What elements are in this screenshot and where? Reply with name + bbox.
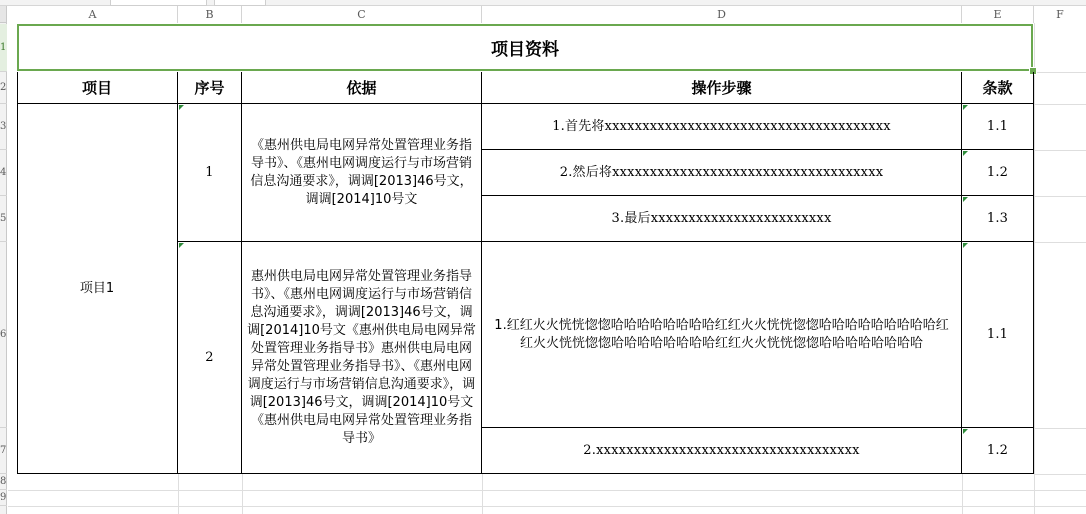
gridline	[8, 490, 1086, 491]
clause-value: 1.1	[986, 326, 1009, 342]
step-text: 1.首先将xxxxxxxxxxxxxxxxxxxxxxxxxxxxxxxxxxxxxx	[552, 118, 891, 134]
gridline	[1034, 474, 1086, 475]
column-header-c[interactable]: C	[242, 6, 482, 23]
step-cell-1-2[interactable]	[482, 150, 962, 196]
basis-cell-1[interactable]	[242, 104, 482, 242]
cell-marker-icon	[963, 151, 968, 156]
select-all-corner[interactable]	[0, 6, 7, 23]
cell-marker-icon	[179, 105, 184, 110]
header-clause[interactable]	[962, 72, 1034, 104]
header-project[interactable]	[17, 72, 178, 104]
seq-value-2: 2	[205, 349, 214, 365]
clause-cell-2-1[interactable]	[962, 242, 1034, 428]
column-header-f[interactable]: F	[1056, 8, 1064, 21]
basis-text-1: 《惠州供电局电网异常处置管理业务指导书》、《惠州电网调度运行与市场营销信息沟通要求》，调调[2013]46号文，调调[2014]10号文	[250, 137, 473, 207]
basis-text-2: 惠州供电局电网异常处置管理业务指导书》、《惠州电网调度运行与市场营销信息沟通要求》，调调[2013]46号文，调调[2014]10号文《惠州供电局电网异常处置管理业务指导书》惠州供电局电网异常处置管理业务指导书》、《惠州电网调度运行与市场营销信息沟通要求》，调调[2013]46号文，调调[2014]10号文《惠州供电局电网异常处置管理业务指导书》	[247, 268, 476, 446]
seq-value-1: 1	[205, 164, 214, 180]
gridline	[482, 474, 483, 514]
clause-value: 1.3	[986, 210, 1009, 226]
gridline	[1034, 196, 1086, 197]
header-steps[interactable]	[482, 72, 962, 104]
cell-marker-icon	[963, 429, 968, 434]
gridline	[242, 474, 243, 514]
row-header-7[interactable]: 7	[0, 428, 7, 474]
seq-cell-2[interactable]	[178, 242, 242, 474]
header-clause-label: 条款	[982, 78, 1013, 97]
gridline	[178, 474, 179, 514]
clause-value: 1.2	[986, 442, 1009, 458]
row-header-6[interactable]: 6	[0, 242, 7, 428]
step-text: 1.红红火火恍恍惚惚哈哈哈哈哈哈哈哈红红火火恍恍惚惚哈哈哈哈哈哈哈哈哈红红火火恍恍惚惚哈哈哈哈哈哈哈哈红红火火恍恍惚惚哈哈哈哈哈哈哈哈	[494, 317, 949, 351]
column-header-e[interactable]: E	[962, 6, 1034, 23]
project-cell[interactable]	[17, 104, 178, 474]
page-title: 项目资料	[491, 40, 559, 60]
row-header-2[interactable]: 2	[0, 72, 7, 104]
header-basis-label: 依据	[346, 78, 377, 97]
project-name: 项目1	[79, 280, 115, 296]
step-cell-2-2[interactable]	[482, 428, 962, 474]
clause-value: 1.1	[986, 118, 1009, 134]
table-left-border	[17, 72, 18, 474]
step-text: 2.xxxxxxxxxxxxxxxxxxxxxxxxxxxxxxxxxxx	[583, 442, 860, 458]
gridline	[962, 474, 963, 514]
column-header-d[interactable]: D	[482, 6, 962, 23]
step-text: 3.最后xxxxxxxxxxxxxxxxxxxxxxxx	[611, 210, 832, 226]
clause-value: 1.2	[986, 164, 1009, 180]
clause-cell-1-3[interactable]	[962, 196, 1034, 242]
gridline	[1034, 104, 1086, 105]
header-basis[interactable]	[242, 72, 482, 104]
clause-cell-1-1[interactable]	[962, 104, 1034, 150]
header-seq[interactable]	[178, 72, 242, 104]
gridline	[1034, 242, 1086, 243]
step-cell-1-3[interactable]	[482, 196, 962, 242]
row-header-1[interactable]: 1	[0, 24, 7, 72]
clause-cell-1-2[interactable]	[962, 150, 1034, 196]
title-cell[interactable]	[17, 24, 1033, 71]
cell-marker-icon	[963, 243, 968, 248]
cell-marker-icon	[963, 105, 968, 110]
column-header-a[interactable]: A	[8, 6, 178, 23]
header-project-label: 项目	[81, 78, 112, 97]
gridline	[1034, 428, 1086, 429]
cell-marker-icon	[963, 197, 968, 202]
gridline	[1034, 23, 1035, 514]
header-seq-label: 序号	[194, 78, 225, 97]
row-header-3[interactable]: 3	[0, 104, 7, 150]
step-text: 2.然后将xxxxxxxxxxxxxxxxxxxxxxxxxxxxxxxxxxxx	[559, 164, 884, 180]
gridline	[8, 506, 1086, 507]
column-header-b[interactable]: B	[178, 6, 242, 23]
row-header-8[interactable]: 8	[0, 474, 7, 490]
row-header-4[interactable]: 4	[0, 150, 7, 196]
step-cell-2-1[interactable]	[482, 242, 962, 428]
step-cell-1-1[interactable]	[482, 104, 962, 150]
clause-cell-2-2[interactable]	[962, 428, 1034, 474]
row-header-5[interactable]: 5	[0, 196, 7, 242]
cell-marker-icon	[179, 243, 184, 248]
gridline	[1034, 150, 1086, 151]
gridline	[1034, 72, 1086, 73]
header-steps-label: 操作步骤	[691, 78, 752, 97]
basis-cell-2[interactable]	[242, 242, 482, 474]
seq-cell-1[interactable]	[178, 104, 242, 242]
row-header-9[interactable]: 9	[0, 490, 7, 506]
